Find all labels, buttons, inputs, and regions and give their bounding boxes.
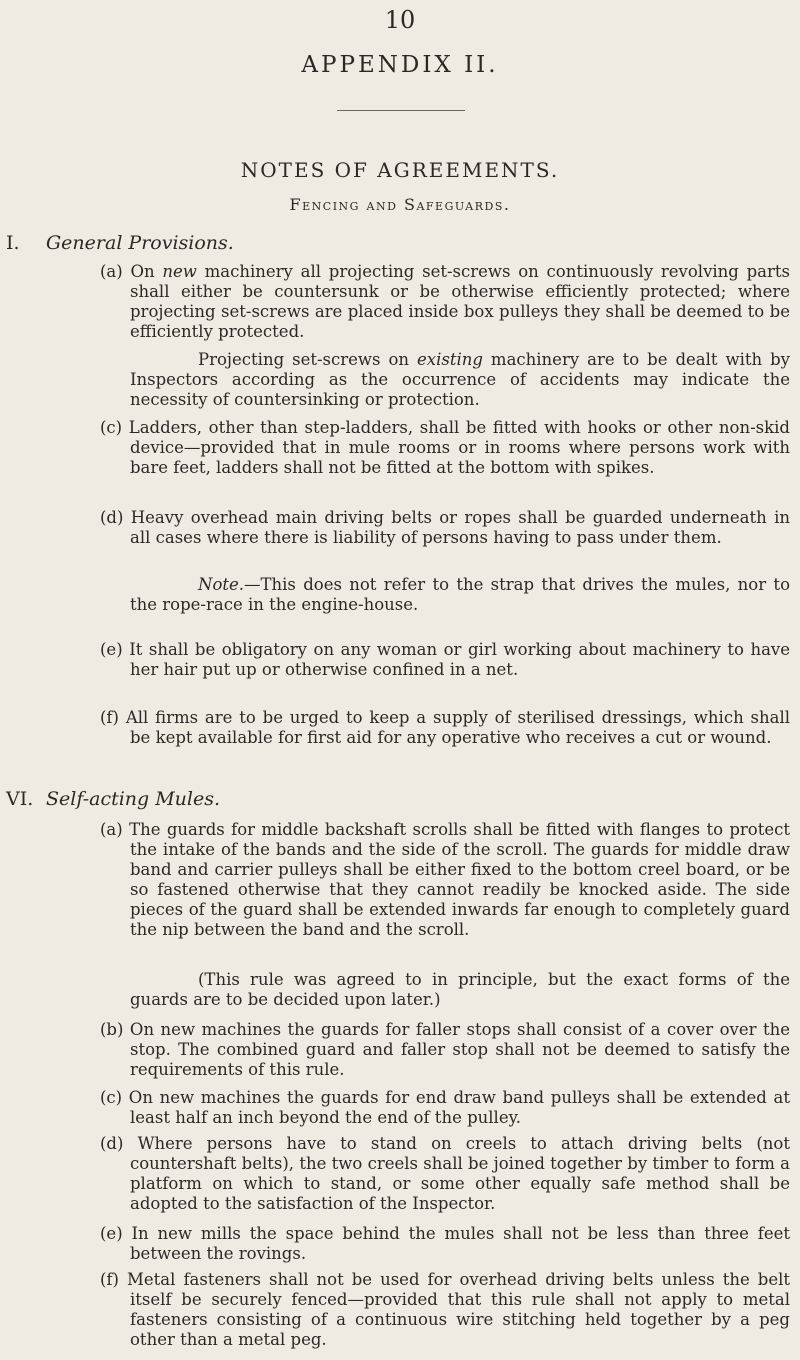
heading-divider: [337, 110, 465, 111]
item-label: (f): [100, 1270, 119, 1289]
item-text: Ladders, other than step-ladders, shall be fitted with hooks or other non-skid device—provided that in mule rooms or in rooms where persons work with bare feet, ladders shall not be fitted at the bottom with spikes.: [128, 418, 790, 477]
para-text-pre: Projecting set-screws on: [198, 350, 418, 369]
note-label: Note.: [198, 575, 245, 594]
section-1-heading: [6, 232, 234, 254]
item-label: (a): [100, 262, 123, 281]
section-title: Self-acting Mules.: [46, 788, 221, 810]
notes-title: NOTES OF AGREEMENTS.: [240, 158, 560, 182]
item-label: (d): [100, 508, 124, 527]
section-6-item-d: [100, 1134, 790, 1214]
item-text: machinery all projecting set-screws on continuously revolving parts shall either be countersunk or be otherwise efficiently protected; where projecting set-screws are placed inside box pulleys they shall be deemed to be efficiently protected.: [130, 262, 790, 341]
item-text: Metal fasteners shall not be used for overhead driving belts unless the belt itself be securely fenced—provided that this rule shall not apply to metal fasteners consisting of a continuous wire stitching held together by a peg other than a metal peg.: [127, 1270, 790, 1349]
item-label: (c): [100, 1088, 123, 1107]
item-emphasis: new: [162, 262, 197, 281]
section-6-item-e: [100, 1224, 790, 1264]
section-1-item-a: [100, 262, 790, 342]
section-title: General Provisions.: [46, 232, 234, 254]
item-text: The guards for middle backshaft scrolls shall be fitted with flanges to protect the intake of the bands and the side of the scroll. The guards for middle draw band and carrier pulleys shall be either fixed to the bottom creel board, or be so fastened otherwise that they cannot readily be knocked aside. The side pieces of the guard shall be extended inwards far enough to completely guard the nip between the band and the scroll.: [129, 820, 791, 939]
item-label: (f): [100, 708, 119, 727]
section-1-item-e: [100, 640, 790, 680]
item-text: On new machines the guards for end draw band pulleys shall be extended at least half an inch beyond the end of the pulley.: [128, 1088, 790, 1127]
item-label: (d): [100, 1134, 124, 1153]
section-6-item-b: [100, 1020, 790, 1080]
item-text: Where persons have to stand on creels to attach driving belts (not countershaft belts), the two creels shall be joined together by timber to form a platform on which to stand, or some other equally safe method shall be adopted to the satisfaction of the Inspector.: [130, 1134, 790, 1213]
item-text-pre: On: [130, 262, 163, 281]
section-1-item-d-note: [130, 575, 790, 615]
section-1-item-a-continuation: [130, 350, 790, 410]
item-label: (e): [100, 640, 123, 659]
item-text: Heavy overhead main driving belts or ropes shall be guarded underneath in all cases where there is liability of persons having to pass under them.: [130, 508, 790, 547]
item-label: (e): [100, 1224, 123, 1243]
item-label: (c): [100, 418, 123, 437]
section-1-item-d: [100, 508, 790, 548]
note-text: —This does not refer to the strap that drives the mules, nor to the rope-race in the engine-house.: [130, 575, 790, 614]
appendix-heading: APPENDIX II.: [301, 52, 499, 78]
item-label: (b): [100, 1020, 124, 1039]
para-text: machinery are to be dealt with by Inspectors according as the occurrence of accidents may indicate the necessity of countersinking or protection.: [130, 350, 791, 409]
section-number: I.: [6, 232, 20, 254]
page-number: 10: [384, 6, 416, 34]
section-6-heading: [6, 788, 220, 810]
item-text: In new mills the space behind the mules shall not be less than three feet between the rovings.: [130, 1224, 791, 1263]
note-text: (This rule was agreed to in principle, but the exact forms of the guards are to be decided upon later.): [130, 970, 790, 1009]
item-label: (a): [100, 820, 123, 839]
section-6-item-c: [100, 1088, 790, 1128]
section-6-item-a: [100, 820, 790, 940]
section-1-item-c: [100, 418, 790, 478]
subtitle: Fencing and Safeguards.: [289, 195, 511, 214]
item-text: It shall be obligatory on any woman or girl working about machinery to have her hair put up or otherwise confined in a net.: [129, 640, 790, 679]
item-text: All firms are to be urged to keep a supply of sterilised dressings, which shall be kept available for first aid for any operative who receives a cut or wound.: [125, 708, 790, 747]
item-text: On new machines the guards for faller stops shall consist of a cover over the stop. The combined guard and faller stop shall not be deemed to satisfy the requirements of this rule.: [129, 1020, 790, 1079]
section-6-item-f: [100, 1270, 790, 1350]
section-6-item-a-note: [130, 970, 790, 1010]
section-number: VI.: [6, 788, 34, 810]
para-emphasis: existing: [417, 350, 483, 369]
section-1-item-f: [100, 708, 790, 748]
